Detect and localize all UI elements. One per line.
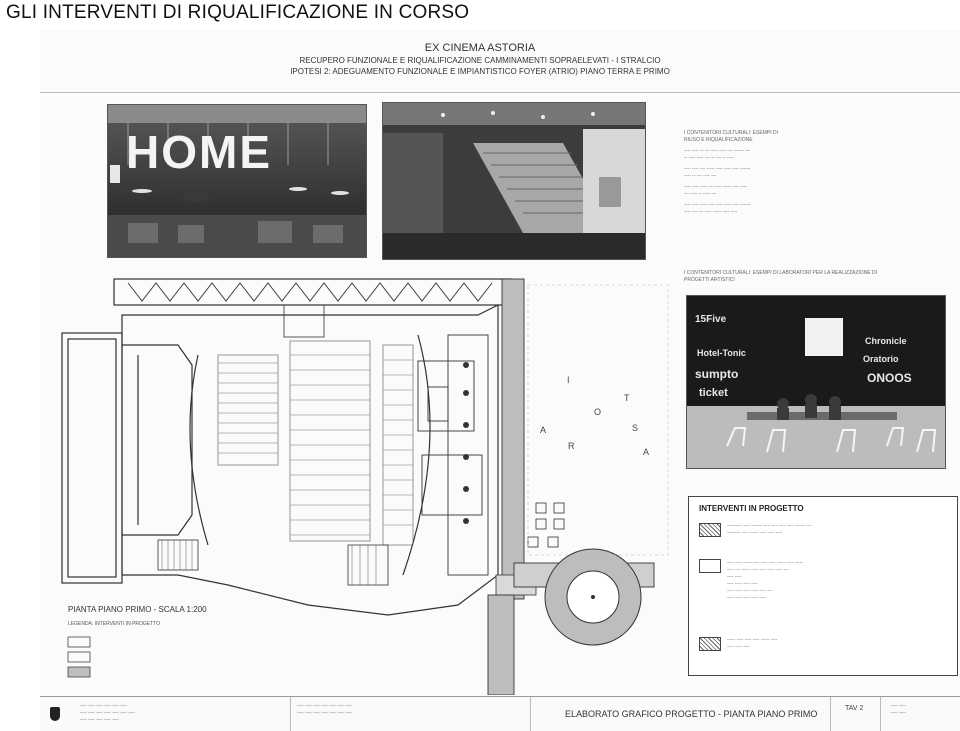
- square-letter-s: S: [632, 423, 639, 433]
- sheet-number: TAV 2: [845, 705, 864, 712]
- plan-legend-heading: LEGENDA: INTERVENTI IN PROGETTO: [68, 621, 161, 627]
- square-letter-a2: A: [643, 447, 650, 457]
- floor-plan-drawing: [58, 275, 678, 695]
- footer-cell-responsible: ---- ---- ---- ---- ---- ---- ---- ---- ---- ---- ---- ---- ---- ----: [290, 697, 531, 731]
- crest-icon: [50, 707, 60, 721]
- page-title: GLI INTERVENTI DI RIQUALIFICAZIONE IN CORSO: [6, 2, 470, 23]
- footer-cell-sheet: [830, 697, 881, 731]
- interventions-legend: [688, 496, 958, 676]
- svg-text:ticket: ticket: [699, 387, 728, 399]
- references-text-block: I CONTENITORI CULTURALI: ESEMPI DI RIUSO E RIQUALIFICAZIONE ---- ---- -- --- ---- ---- --- ------ --- -- ---- ---- --- -- --- -- ---- ---- ---- --- ----- ---- ---- ---- ------ ---- -- --- ---- --- ---- ---- ---- --- ---- ----- ---- ---- --- ---- -- ---- --- ---- ---- ---- ---- ---- ---- ---- ------ ---- --- --- ---- ----- ---- ----: [684, 130, 778, 215]
- photo-foyer-staircase: [382, 102, 646, 260]
- square-letter-i: I: [567, 375, 570, 385]
- legend-swatch-foyer: [699, 559, 721, 573]
- legend-swatch-walkways: [699, 523, 721, 537]
- square-letter-o: O: [594, 407, 602, 417]
- photo-foyer-image: [383, 103, 645, 259]
- svg-text:Oratorio: Oratorio: [863, 354, 899, 364]
- legend-heading: INTERVENTI IN PROGETTO: [699, 504, 804, 513]
- home-sign-text: HOME: [126, 126, 272, 178]
- square-letter-t: T: [624, 393, 630, 403]
- project-hypothesis: IPOTESI 2: ADEGUAMENTO FUNZIONALE E IMPIANTISTICO FOYER (ATRIO) PIANO TERRA E PRIMO: [290, 67, 670, 76]
- floor-plan: [58, 275, 678, 695]
- square-letter-r: R: [568, 441, 575, 451]
- project-name: EX CINEMA ASTORIA: [424, 42, 536, 54]
- svg-text:sumpto: sumpto: [695, 367, 739, 381]
- photo-lab-image: [687, 296, 945, 468]
- office-info: ---- ---- ---- ---- ---- ---- ---- ---- ---- ---- ---- ---- ---- ---- ---- ---- ---- ----: [80, 703, 135, 723]
- legend-text-walkways: --------- ---- ------ ---- ---- ---- ---- ------ --- -------- ---- ----- ---- ---- ----: [727, 523, 812, 536]
- header-divider: [40, 92, 960, 93]
- title-block: [40, 696, 960, 731]
- photo-coworking-lab: [686, 295, 946, 469]
- lab-caption: I CONTENITORI CULTURALI: ESEMPI DI LABORATORI PER LA REALIZZAZIONE DI PROGETTI ARTISTICI: [684, 270, 878, 283]
- square-letter-a: A: [540, 425, 547, 435]
- photo-home-interior: [107, 104, 367, 258]
- svg-text:15Five: 15Five: [695, 314, 727, 325]
- legend-text-foyer: ---- ---- ----- ---- ---- ---- ----- ---- ----- ---- --- ----- ---- ---- ---- ---- --- ---- ---- ---- ---- ---- ---- ---- ---- ---- ---- ---- --- ---- ---- ---- ---- ----: [727, 560, 804, 601]
- legend-swatch-demolition: [699, 637, 721, 651]
- plan-caption: PIANTA PIANO PRIMO - SCALA 1:200: [68, 605, 207, 614]
- svg-text:ONOOS: ONOOS: [867, 371, 912, 385]
- footer-cell-date: ---- ---- ---- ----: [880, 697, 960, 731]
- drawing-title: ELABORATO GRAFICO PROGETTO - PIANTA PIANO PRIMO: [565, 709, 818, 719]
- svg-text:Hotel-Tonic: Hotel-Tonic: [697, 348, 746, 358]
- project-subtitle: RECUPERO FUNZIONALE E RIQUALIFICAZIONE CAMMINAMENTI SOPRAELEVATI - I STRALCIO: [299, 56, 661, 65]
- footer-cell-drawing-title: [530, 697, 831, 731]
- svg-text:Chronicle: Chronicle: [865, 336, 907, 346]
- legend-text-demolition: ----- ---- ---- ---- ----- ---- ---- ---- ----: [727, 637, 778, 650]
